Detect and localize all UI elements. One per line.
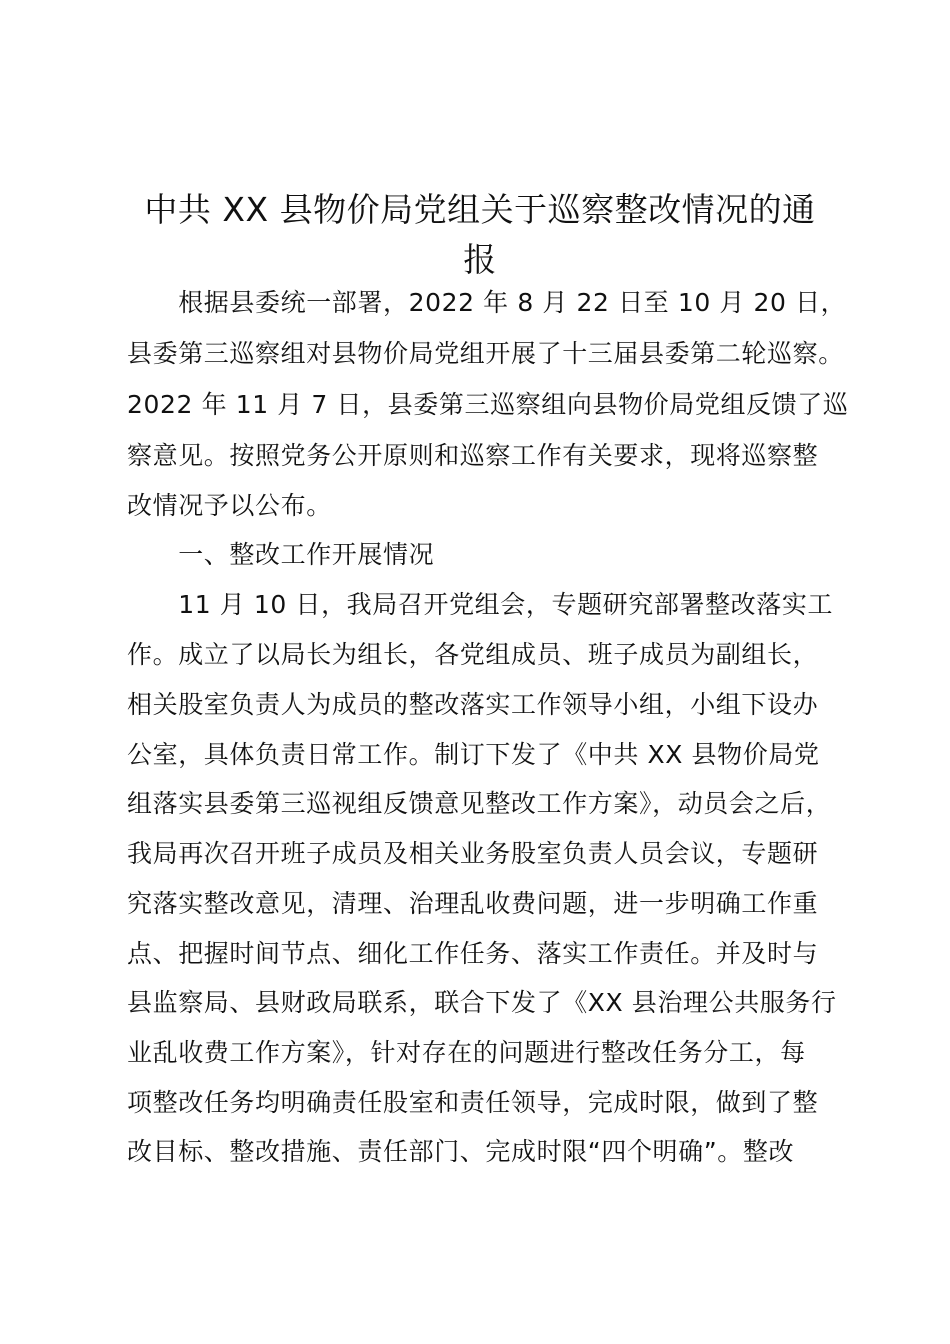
paragraph-line-8: 相关股室负责人为成员的整改落实工作领导小组，小组下设办 — [127, 690, 819, 719]
paragraph-line-1: 根据县委统一部署，2022 年 8 月 22 日至 10 月 20 日， — [127, 288, 847, 317]
paragraph-line-15: 业乱收费工作方案》，针对存在的问题进行整改任务分工，每 — [127, 1038, 806, 1067]
paragraph-line-6: 11 月 10 日，我局召开党组会，专题研究部署整改落实工 — [127, 590, 834, 619]
paragraph-line-9: 公室，具体负责日常工作。制订下发了《中共 XX 县物价局党 — [127, 740, 820, 769]
paragraph-line-13: 点、把握时间节点、细化工作任务、落实工作责任。并及时与 — [127, 939, 819, 968]
document-title — [120, 185, 840, 285]
paragraph-line-14: 县监察局、县财政局联系，联合下发了《XX 县治理公共服务行 — [127, 988, 837, 1017]
paragraph-line-4: 察意见。按照党务公开原则和巡察工作有关要求，现将巡察整 — [127, 441, 819, 470]
title-line-1: 中共 XX 县物价局党组关于巡察整改情况的通 — [144, 190, 816, 229]
paragraph-line-17: 改目标、整改措施、责任部门、完成时限“四个明确”。整改 — [127, 1137, 795, 1166]
paragraph-line-7: 作。成立了以局长为组长，各党组成员、班子成员为副组长， — [127, 640, 819, 669]
paragraph-line-16: 项整改任务均明确责任股室和责任领导，完成时限，做到了整 — [127, 1088, 819, 1117]
paragraph-line-3: 2022 年 11 月 7 日，县委第三巡察组向县物价局党组反馈了巡 — [127, 390, 849, 419]
title-line-2: 报 — [463, 240, 497, 279]
paragraph-line-5: 改情况予以公布。 — [127, 491, 332, 520]
paragraph-line-10: 组落实县委第三巡视组反馈意见整改工作方案》，动员会之后， — [127, 789, 832, 818]
paragraph-line-12: 究落实整改意见，清理、治理乱收费问题，进一步明确工作重 — [127, 889, 819, 918]
paragraph-line-11: 我局再次召开班子成员及相关业务股室负责人员会议，专题研 — [127, 839, 819, 868]
paragraph-line-2: 县委第三巡察组对县物价局党组开展了十三届县委第二轮巡察。 — [127, 339, 844, 368]
section-heading-1: 一、整改工作开展情况 — [127, 540, 435, 569]
